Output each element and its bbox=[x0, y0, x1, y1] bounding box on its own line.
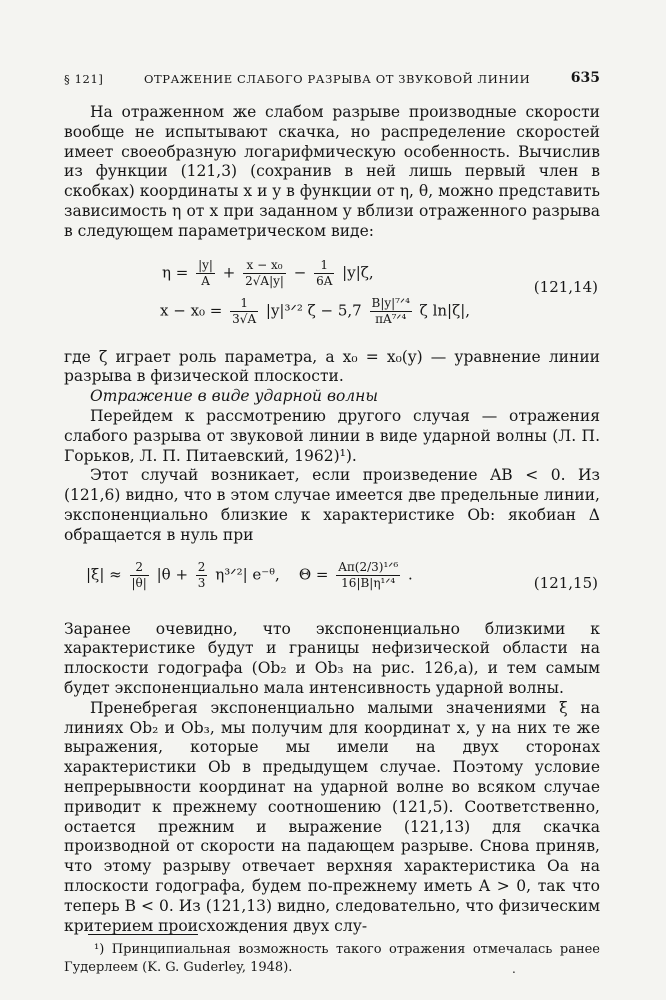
section-ref: § 121] bbox=[64, 72, 104, 86]
fraction: $\frac{1}{6A}$ bbox=[316, 257, 333, 288]
page-number: 635 bbox=[570, 70, 600, 86]
running-header bbox=[64, 70, 600, 90]
fraction: $\frac{1}{3√A}$ bbox=[232, 295, 257, 326]
paragraph-1: На отраженном же слабом разрыве производные скорости вообще не испытывают скачка, но распределение скоростей имеет своеобразную логарифмическую особенность. Вычислив из функции (121,3) (сохранив в ней лишь первый член в скобках) координаты x и y в функции от η, θ, можно представить зависимость η от x при заданном y вблизи отраженного разрыва в следующем параметрическом виде: bbox=[64, 103, 600, 240]
fraction: $\frac{2}{|\theta|}$ bbox=[131, 559, 147, 590]
equation-121-14-line-1: η = $\frac{|y|}{A}$ + $\frac{\text{x − x₀}}{2√A|y|}$ − $\frac{1}{6A}$ |y|ζ, bbox=[162, 257, 374, 288]
equation-121-14 bbox=[64, 252, 600, 336]
footnote-dot: . bbox=[512, 962, 516, 976]
subheading: Отражение в виде ударной волны bbox=[90, 387, 379, 406]
fraction: $\frac{\text{B|y|⁷ᐟ⁴}}{\text{πA⁷ᐟ⁴}}$ bbox=[371, 295, 410, 326]
footnote: ¹) Принципиальная возможность такого отражения отмечалась ранее Гудерлеем (K. G. Guderley, 1948). bbox=[64, 942, 600, 975]
equation-number: (121,14) bbox=[533, 277, 598, 296]
paragraph-6: Пренебрегая экспоненциально малыми значениями ξ на линиях Ob₂ и Ob₃, мы получим для координат x, y на них те же выражения, которые мы имели на двух сторонах характеристики Ob в предыдущем случае. Поэтому условие непрерывности координат на ударной волне во всяком случае приводит к прежнему соотношению (121,5). Соответственно, остается прежним и выражение (121,13) для скачка производной от скорости на падающем разрыве. Снова приняв, что этому разрыву отвечает верхняя характеристика Oa на плоскости годографа, будем по-прежнему иметь A > 0, так что теперь B < 0. Из (121,13) видно, следовательно, что физическим критерием происхождения двух слу- bbox=[64, 698, 600, 935]
paragraph-4: Этот случай возникает, если произведение AB < 0. Из (121,6) видно, что в этом случае имеется две предельные линии, экспоненциально близкие к характеристике Ob: якобиан Δ обращается в нуль при bbox=[64, 466, 600, 544]
equation-number: (121,15) bbox=[533, 573, 598, 592]
fraction: $\frac{\text{x − x₀}}{2√A|y|}$ bbox=[245, 257, 284, 288]
equation-121-15-line: |ξ| ≈ $\frac{2}{|\theta|}$ |θ + $\frac{2}{3}$ η³ᐟ²| e⁻ᶿ, Θ = $\frac{\text{Aπ(2/3)¹ᐟ⁶}}{\text{16|B|η¹ᐟ⁴}}$ . bbox=[86, 559, 413, 590]
fraction: $\frac{2}{3}$ bbox=[197, 559, 206, 590]
footnote-divider bbox=[88, 934, 198, 935]
page-body bbox=[64, 103, 600, 936]
paragraph-3: Перейдем к рассмотрению другого случая — отражения слабого разрыва от звуковой линии в виде ударной волны (Л. П. Горьков, Л. П. Питаевский, 1962)¹). bbox=[64, 406, 600, 465]
fraction: $\frac{|y|}{A}$ bbox=[198, 257, 213, 288]
fraction: $\frac{\text{Aπ(2/3)¹ᐟ⁶}}{\text{16|B|η¹ᐟ⁴}}$ bbox=[338, 559, 399, 590]
running-title: ОТРАЖЕНИЕ СЛАБОГО РАЗРЫВА ОТ ЗВУКОВОЙ ЛИНИИ bbox=[144, 72, 531, 86]
equation-121-14-line-2: x − x₀ = $\frac{1}{3√A}$ |y|³ᐟ² ζ − 5,7 $\frac{\text{B|y|⁷ᐟ⁴}}{\text{πA⁷ᐟ⁴}}$ ζ ln|ζ|, bbox=[160, 295, 471, 326]
paragraph-5: Заранее очевидно, что экспоненциально близкими к характеристике будут и границы нефизической области на плоскости годографа (Ob₂ и Ob₃ на рис. 126,a), и тем самым будет экспоненциально мала интенсивность ударной волны. bbox=[64, 619, 600, 697]
paragraph-2: где ζ играет роль параметра, а x₀ = x₀(y) — уравнение линии разрыва в физической плоскости. bbox=[64, 347, 600, 386]
equation-121-15 bbox=[64, 552, 600, 614]
